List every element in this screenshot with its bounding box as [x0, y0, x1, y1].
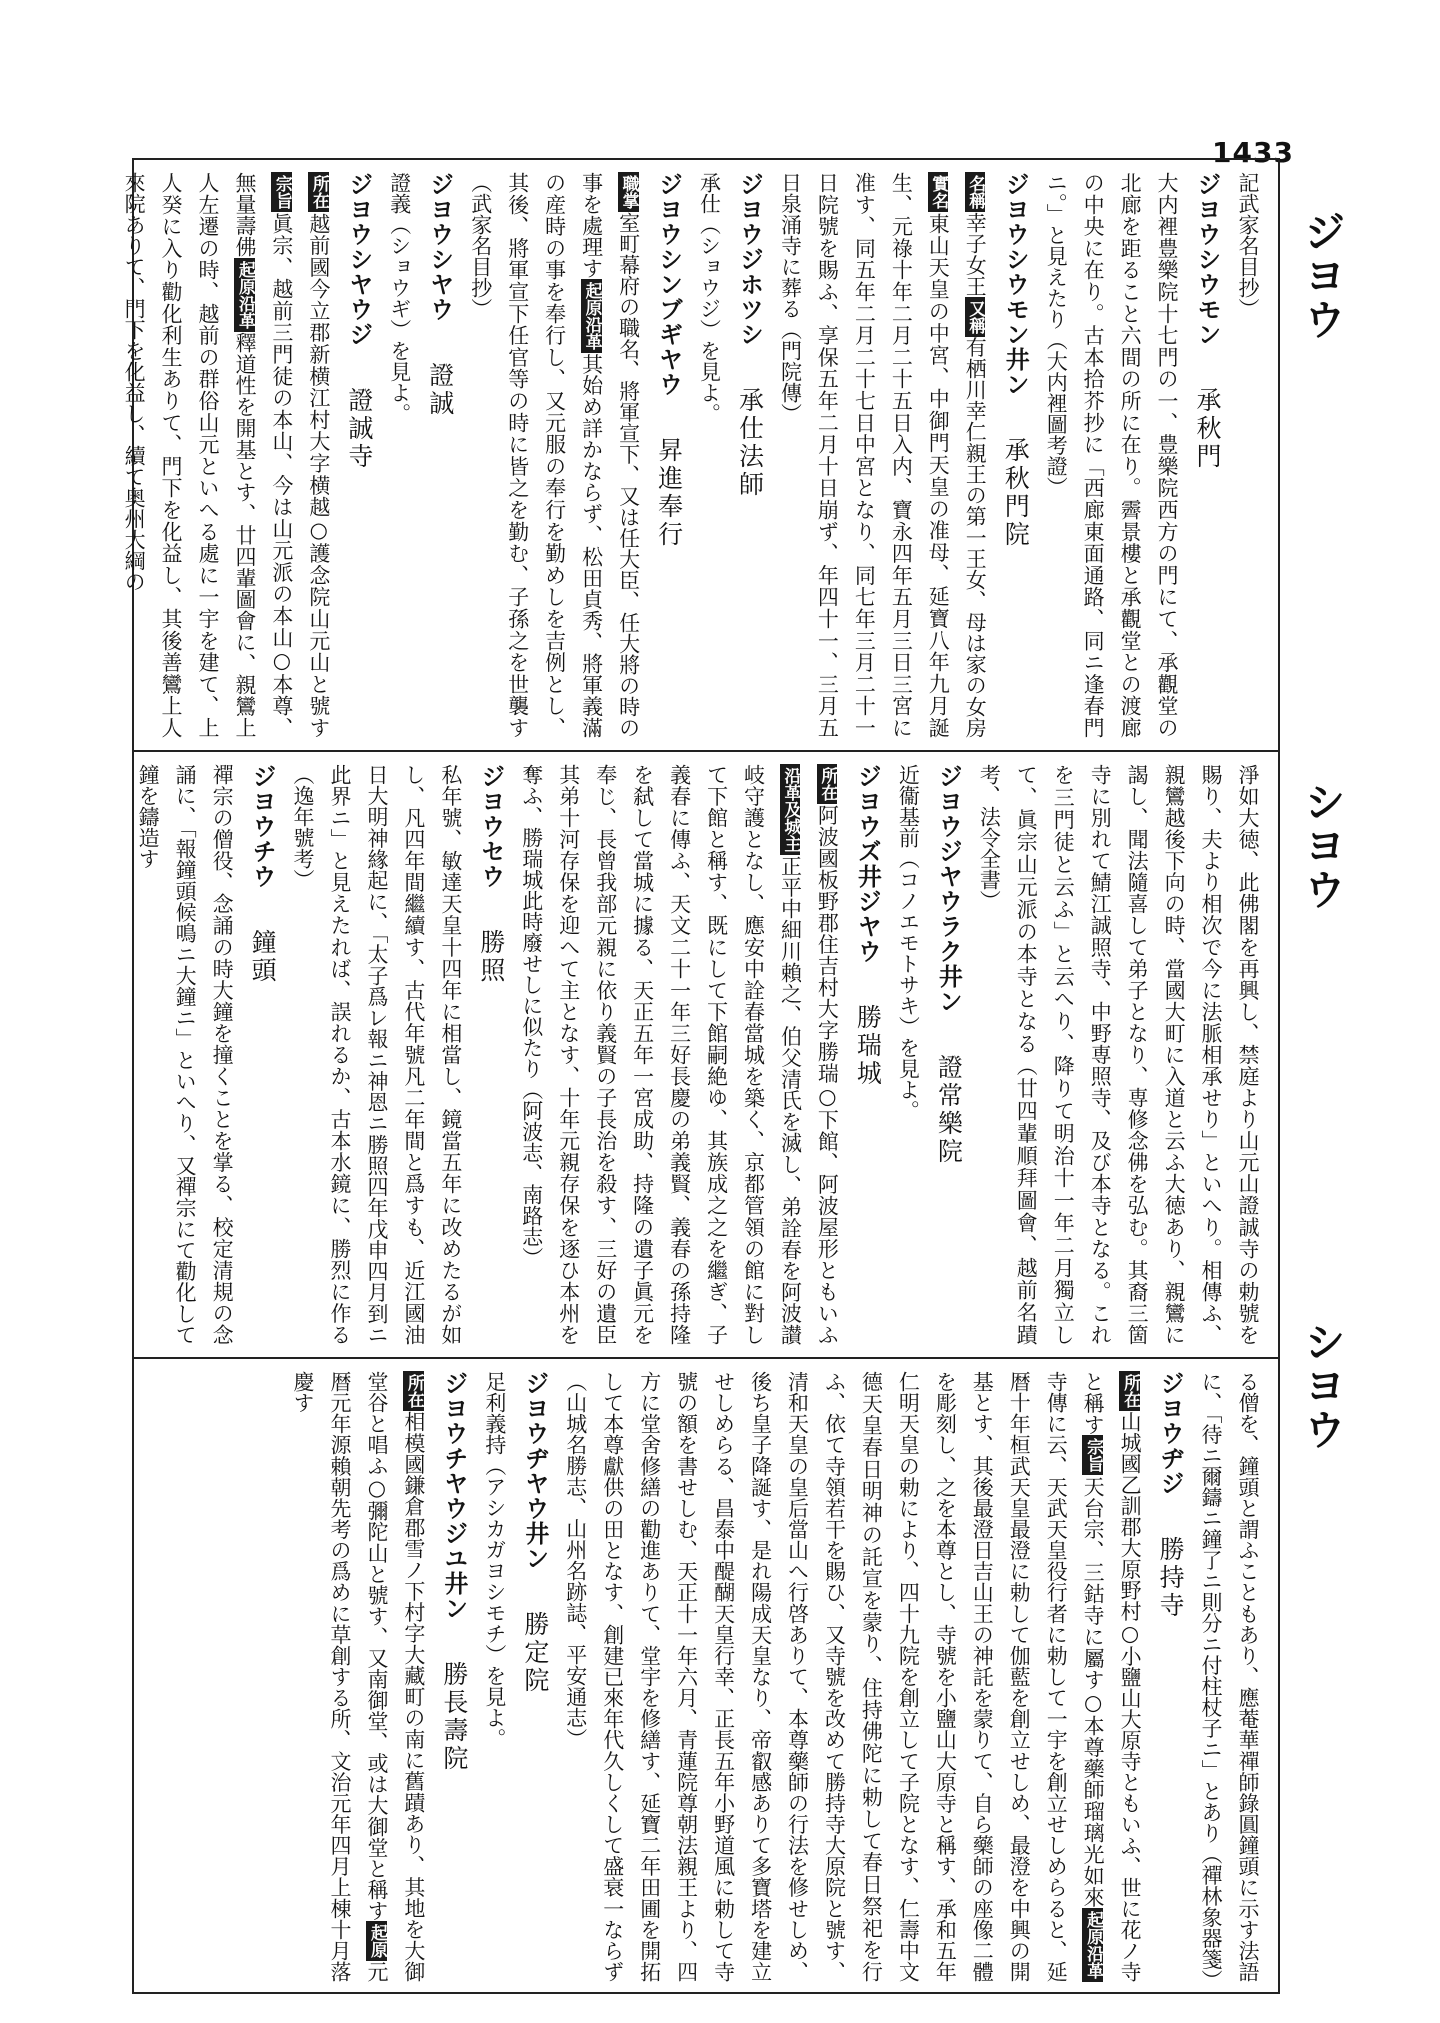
dictionary-entry — [381, 172, 462, 738]
entry-heading-line — [432, 1371, 476, 1982]
entry-heading-line — [418, 172, 462, 738]
entry-heading-line — [1148, 1371, 1192, 1982]
dictionary-entry — [284, 764, 513, 1345]
entry-heading-line — [1185, 172, 1229, 738]
section-label: 所在 — [403, 1371, 424, 1411]
entry-headword-kana: ジヨウヂヤウ井ン — [520, 1371, 549, 1571]
section-label: 起原沿革 — [1082, 1908, 1103, 1982]
section-label: 所在 — [817, 764, 838, 804]
entry-headword-kana: ジヨウシウモン — [1193, 172, 1222, 347]
section-label: 宗旨 — [271, 172, 292, 212]
entry-text: 寺傳に云、天武天皇役行者に勅して一宇を創立せしめらると、延暦十年桓武天皇最澄に勅して伽藍を創立せしめ、最澄を中興の開基とす、其後最澄日吉山王の神託を蒙りて、自ら藥師の座像二體を彫刻し、之を本尊とし、寺號を小鹽山大原寺と稱す、承和五年仁明天皇の勅により、四十九院を創立して子院となす、仁壽中文德天皇春日明神の託宣を蒙り、住持佛陀に勅して春日祭祀を行ふ、依て寺領若干を賜ひ、又寺號を改めて勝持寺大原院と號す、清和天皇の皇后當山へ行啓ありて、本尊藥師の行法を修せしめ、後ち皇子降誕す、是れ陽成天皇なり、帝叡感ありて多寶塔を建立せしめらる、昌泰中醍醐天皇行幸、正長五年小野道風に勅して寺號の額を書せしむ、天正十一年六月、青蓮院尊朝法親王より、四方に堂舍修繕の勸進ありて、堂宇を修繕す、延寶二年田圃を開拓して本尊獻供の田となす、創建已來年代久しくして盛衰一ならず（山城名勝志、山州名跡誌、平安通志） — [563, 1371, 1069, 1982]
entry-text: 記武家名目抄） — [1236, 172, 1260, 319]
entry-text: 淨如大徳、此佛閣を再興し、禁庭より山元山證誠寺の勅號を賜り、夫より相次で今に法脈相承せり」といへり。相傳ふ、親鸞越後下向の時、當國大町に入道と云ふ大徳あり、親鸞に謁し、聞法隨喜して弟子となり、専修念佛を弘む。其裔三箇寺に別れて鯖江誠照寺、中野専照寺、及び本寺となる。これを三門徒と云ふ」と云へり、降りて明治十一年二月獨立して、眞宗山元派の本寺となる（廿四輩順拜圖會、越前名蹟考、法令全書） — [977, 764, 1260, 1345]
section-label: 宗旨 — [1082, 1435, 1103, 1475]
entry-text: 私年號、敏達天皇十四年に相當し、鏡當五年に改めたるが如し、凡四年間繼續す、古代年號凡二年間と爲すも、近江國油日大明神緣起に、「太子爲レ報ニ神恩ニ勝照四年戊申四月到ニ此界ニ」と見えたれば、誤れるか、古本水鏡に、勝烈に作る（逸年號考） — [291, 764, 463, 1345]
tier-top — [122, 160, 1278, 748]
entry-text: 相模國鎌倉郡雪ノ下村字大藏町の南に舊蹟あり、其地を大御堂谷と唱ふ○彌陀山と號す、又南御堂、或は大御堂と稱す — [364, 1371, 426, 1982]
dictionary-entry — [284, 1371, 476, 1982]
entry-text: 元暦元年源賴朝先考の爲めに草創する所、文治元年四月上棟十月落慶す — [291, 1371, 389, 1983]
entry-headword-kana: ジヨウシウモン井ン — [1001, 172, 1030, 397]
page-number: 1433 — [1212, 136, 1294, 169]
dictionary-entry — [772, 172, 1038, 738]
tier-middle-body — [136, 764, 1266, 1345]
entry-headword-kanji: 證常樂院 — [934, 1054, 964, 1166]
entry-text: 眞宗、越前三門徒の本山、今は山元派の本山○本尊、無量壽佛 — [232, 172, 294, 738]
section-label: 所在 — [1119, 1371, 1140, 1411]
entry-heading-line — [337, 172, 381, 738]
entry-headword-kanji: 勝持寺 — [1156, 1536, 1186, 1620]
entry-text: 有栖川幸仁親王の第一王女、母は家の女房 — [963, 336, 988, 738]
section-label: 名稱 — [965, 172, 986, 212]
entry-text: 釋道性を開基とす、廿四輩圖會に、親鸞上人左遷の時、越前の群俗山元といへる處に一宇を建て、上人癸に入り勸化利生ありて、門下を化益し、其後善鸞上人來院ありて、門下を化益し、續て奥州大綱の — [122, 172, 257, 739]
section-label: 沿革及城主 — [780, 764, 801, 855]
entry-text: 足利義持（アシカガヨシモチ）を見よ。 — [482, 1371, 507, 1749]
dictionary-entry — [462, 172, 691, 738]
entry-text: 山城國乙訓郡大原野村○小鹽山大原寺ともいふ、世に花ノ寺と稱す — [1081, 1371, 1143, 1982]
tier-top-body — [122, 172, 1266, 739]
entry-headword-kanji: 勝照 — [476, 929, 506, 985]
entry-headword-kanji: 昇進奉行 — [654, 437, 684, 549]
entry-headword-kana: ジヨウチヤウジユ井ン — [439, 1371, 468, 1621]
entry-text: 近衞基前（コノエモトサキ）を見よ。 — [896, 764, 921, 1121]
entry-headword-kanji: 證誠寺 — [344, 387, 374, 471]
running-head-bottom: シヨウ — [1298, 1320, 1347, 1452]
dictionary-entry — [1229, 172, 1266, 738]
entry-text: る僧を、鐘頭と謂ふこともあり、應菴華禪師錄圓鐘頭に示す法語に、「待ニ爾鑄ニ鐘了ニ則分ニ付柱杖子ニ」とあり（禪林象器箋） — [1199, 1371, 1260, 1991]
entry-heading-line — [845, 764, 889, 1345]
entry-text: 東山天皇の中宮、中御門天皇の准母、延寶八年九月誕生、元祿十年二月二十五日入内、寶永四年五月三日三宮に准す、同五年二月二十七日中宮となり、同七年三月二十一日院號を賜ふ、享保五年二月十日崩ず、年四十一、三月五日泉涌寺に葬る（門院傳） — [778, 172, 951, 738]
entry-heading-line — [926, 764, 970, 1345]
section-label: 所在 — [308, 172, 329, 212]
entry-headword-kanji: 勝長壽院 — [439, 1661, 469, 1773]
entry-headword-kana: ジヨウヂジ — [1156, 1371, 1185, 1496]
section-label: 起原沿革 — [581, 279, 602, 353]
entry-headword-kanji: 承秋門 — [1193, 387, 1223, 471]
entry-text: 大内裡豊樂院十七門の一、豊樂院西方の門にて、承觀堂の北廊を距ること六間の所に在り。霽景樓と承觀堂との渡廊の中央に在り。古本拾芥抄に「西廊東面通路、同ニ逢春門ニ。」と見えたり（大内裡圖考證） — [1044, 172, 1180, 738]
entry-headword-kanji: 鐘頭 — [248, 929, 278, 985]
entry-headword-kana: ジヨウシヤウ — [425, 172, 454, 322]
entry-headword-kanji: 證誠 — [425, 362, 455, 418]
entry-text: 承仕（ショウジ）を見よ。 — [697, 172, 722, 424]
entry-text: 證義（ショウギ）を見よ。 — [387, 172, 412, 424]
dictionary-entry — [970, 764, 1266, 1345]
dictionary-entry — [129, 764, 284, 1345]
section-label: 起原 — [366, 1921, 387, 1961]
tier-bottom — [134, 1357, 1278, 1992]
entry-headword-kanji: 勝定院 — [520, 1611, 550, 1695]
entry-text: 其始め詳かならず、松田貞秀、將軍義滿の産時の事を奉行し、又元服の奉行を勤めしを吉例とし、其後、將軍宣下任官等の時に皆之を勤む、子孫之を世襲す（武家名目抄） — [468, 172, 604, 739]
dictionary-entry — [889, 764, 970, 1345]
section-label: 起原沿革 — [234, 258, 255, 332]
entry-headword-kanji: 承仕法師 — [735, 387, 765, 499]
running-head-middle: シヨウ — [1298, 780, 1347, 912]
entry-headword-kana: ジヨウズ井ジヤウ — [853, 764, 882, 964]
dictionary-entry — [1037, 172, 1229, 738]
dictionary-entry — [115, 172, 381, 738]
section-label: 又稱 — [965, 297, 986, 337]
entry-heading-line — [993, 172, 1037, 738]
tier-bottom-body — [146, 1371, 1266, 1991]
tier-middle — [134, 750, 1278, 1355]
entry-headword-kanji: 承秋門院 — [1001, 437, 1031, 549]
entry-heading-line — [240, 764, 284, 1345]
entry-text: 禪宗の僧役、念誦の時大鐘を撞くことを掌る、校定清規の念誦に、「報鐘頭候鳴ニ大鐘ニ」といへり、又禪宗にて勸化して鐘を鑄造す — [136, 764, 235, 1345]
dictionary-entry — [691, 172, 772, 738]
entry-headword-kana: ジヨウセウ — [476, 764, 505, 889]
entry-text: 室町幕府の職名、將軍宣下、又は任大臣、任大將の時の事を處理す — [579, 172, 641, 738]
entry-headword-kanji: 勝瑞城 — [853, 1004, 883, 1088]
dictionary-entry — [476, 1371, 557, 1982]
page-frame — [122, 158, 1280, 1994]
entry-headword-kana: ジヨウシンブギヤウ — [654, 172, 683, 397]
entry-heading-line — [469, 764, 513, 1345]
entry-text: 阿波國板野郡住吉村大字勝瑞○下館、阿波屋形ともいふ — [815, 804, 840, 1345]
running-head-top: ジヨウ — [1298, 210, 1347, 342]
dictionary-entry — [513, 764, 890, 1345]
entry-headword-kana: ジヨウチウ — [248, 764, 277, 889]
entry-heading-line — [513, 1371, 557, 1982]
dictionary-entry — [1192, 1371, 1266, 1991]
section-label: 職掌 — [618, 172, 639, 212]
entry-headword-kana: ジヨウシヤウジ — [344, 172, 373, 347]
entry-heading-line — [647, 172, 691, 738]
section-label: 實名 — [928, 172, 949, 212]
entry-text: 天台宗、三鈷寺に屬す○本尊藥師瑠璃光如來 — [1081, 1475, 1106, 1908]
entry-text: 幸子女王 — [963, 212, 988, 297]
entry-text: 正平中細川賴之、伯父清氏を滅し、弟詮春を阿波讃岐守護となし、應安中詮春當城を築く、京都管領の館に對して下館と稱す、既にして下館嗣絶ゆ、其族成之之を繼ぎ、子義春に傳ふ、天文二十一年三好長慶の弟義賢、義春の孫持隆を弑して當城に據る、天正五年一宮成助、持隆の遺子眞元を奉じ、長曾我部元親に依り義賢の子長治を殺す、三好の遺臣其弟十河存保を迎へて主となす、十年元親存保を逐ひ本州を奪ふ、勝瑞城此時廢せしに似たり（阿波志、南路志） — [519, 764, 803, 1345]
entry-headword-kana: ジヨウジヤウラク井ン — [934, 764, 963, 1014]
dictionary-entry — [557, 1371, 1192, 1982]
entry-text: 越前國今立郡新横江村大字横越○護念院山元山と號す — [306, 212, 331, 738]
entry-heading-line — [728, 172, 772, 738]
entry-headword-kana: ジヨウジホツシ — [735, 172, 764, 347]
